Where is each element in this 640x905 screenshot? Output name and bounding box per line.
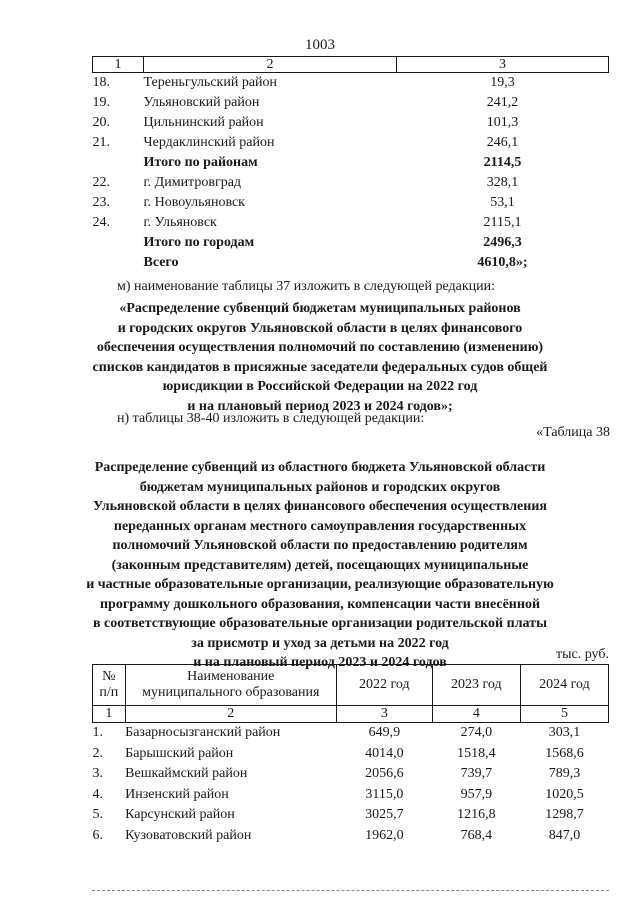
top-table-header-cell: 3 xyxy=(397,57,609,73)
column-header-2024: 2024 год xyxy=(520,665,608,706)
row-number xyxy=(93,233,144,253)
row-municipality: Барышский район xyxy=(125,745,234,761)
table-38-heading-line: и на плановый период 2023 и 2024 годов xyxy=(193,655,447,670)
row-name: Всего xyxy=(143,255,179,270)
column-header-number xyxy=(93,665,126,706)
table-37-heading xyxy=(0,299,640,416)
row-number: 24. xyxy=(92,215,110,230)
column-index-cell: 3 xyxy=(336,706,432,723)
row-name: г. Димитровград xyxy=(143,175,242,190)
row-value-2024: 789,3 xyxy=(548,766,581,781)
column-index-cell: 1 xyxy=(93,706,126,723)
row-value: 4610,8»; xyxy=(477,255,528,270)
row-municipality: Инзенский район xyxy=(125,786,229,802)
row-value-2023: 274,0 xyxy=(460,725,493,740)
top-table-row xyxy=(93,193,609,213)
row-value: 53,1 xyxy=(490,195,515,210)
row-number: 3. xyxy=(92,766,103,781)
row-name: г. Новоульяновск xyxy=(143,195,245,210)
row-value-2023: 957,9 xyxy=(460,786,493,802)
row-value-2022: 649,9 xyxy=(368,725,401,740)
row-value: 19,3 xyxy=(490,75,515,90)
table-37-heading-line: и городских округов Ульяновской области в целях финансового xyxy=(117,320,523,336)
table-38-heading-line: за присмотр и уход за детьми на 2022 год xyxy=(191,635,449,651)
column-index-cell: 4 xyxy=(432,706,520,723)
row-number: 4. xyxy=(92,786,103,802)
top-table-row xyxy=(93,93,609,113)
top-table-header-cell: 2 xyxy=(144,57,397,73)
row-number: 22. xyxy=(92,175,110,190)
column-header-name-line2: муниципального образования xyxy=(142,685,320,700)
table-row xyxy=(93,723,609,744)
row-name: г. Ульяновск xyxy=(143,215,217,230)
column-header-2023: 2023 год xyxy=(432,665,520,706)
table-38-label: «Таблица 38 xyxy=(536,425,610,440)
row-value: 246,1 xyxy=(486,135,519,150)
top-table-row xyxy=(93,73,609,94)
row-value-2022: 3115,0 xyxy=(365,786,404,802)
table-37-heading-line: обеспечения осуществления полномочий по составлению (изменению) xyxy=(96,340,544,355)
row-value-2023: 739,7 xyxy=(460,766,493,781)
table-38-heading-line: программу дошкольного образования, компенсации части внесённой xyxy=(99,596,541,612)
paragraph-n: н) таблицы 38-40 изложить в следующей редакции: xyxy=(117,411,425,426)
column-header-number-line1: № xyxy=(102,669,116,684)
row-number: 6. xyxy=(92,827,103,843)
row-value-2024: 1020,5 xyxy=(545,786,584,802)
table-row xyxy=(93,764,609,785)
row-number: 1. xyxy=(92,725,103,740)
row-value-2024: 847,0 xyxy=(548,827,581,843)
table-row xyxy=(93,744,609,765)
table-37-heading-line: и на плановый период 2023 и 2024 годов»; xyxy=(187,398,453,414)
table-38-heading-line: полномочий Ульяновской области по предоставлению родителям xyxy=(112,538,528,553)
row-value-2023: 768,4 xyxy=(460,827,493,843)
table-38-heading-line: бюджетам муниципальных районов и городских округов xyxy=(139,479,501,495)
table-38-heading-line: в соответствующие образовательные организации родительской платы xyxy=(92,616,547,631)
row-name: Ульяновский район xyxy=(143,95,260,110)
table-38-heading-line: и частные образовательные организации, реализующие образовательную xyxy=(86,577,554,592)
distribution-table xyxy=(92,664,609,846)
top-table-row xyxy=(93,233,609,253)
column-header-name-line1: Наименование xyxy=(187,669,275,684)
row-number: 2. xyxy=(92,745,103,761)
column-header-2022: 2022 год xyxy=(336,665,432,706)
row-number: 5. xyxy=(92,807,103,822)
table-38-heading-line: переданных органам местного самоуправления государственных xyxy=(113,518,527,534)
table-38-heading xyxy=(0,458,640,673)
row-municipality: Базарносызганский район xyxy=(125,725,281,740)
top-table-header-cell: 1 xyxy=(93,57,144,73)
row-name: Чердаклинский район xyxy=(143,135,275,150)
top-table-row xyxy=(93,253,609,273)
table-row xyxy=(93,805,609,826)
row-value-2022: 3025,7 xyxy=(365,807,404,822)
units-label: тыс. руб. xyxy=(556,647,609,662)
top-table-row xyxy=(93,213,609,233)
row-number: 21. xyxy=(92,135,110,150)
paragraph-m: м) наименование таблицы 37 изложить в следующей редакции: xyxy=(117,279,496,294)
column-header-number-line2: п/п xyxy=(99,685,119,700)
row-number: 20. xyxy=(92,115,110,130)
column-header-name xyxy=(125,665,336,706)
row-name: Цильнинский район xyxy=(143,115,264,130)
top-table-header xyxy=(93,57,609,73)
row-number xyxy=(93,253,144,273)
table-row xyxy=(93,826,609,847)
row-value: 2115,1 xyxy=(483,215,522,230)
row-value-2022: 2056,6 xyxy=(365,766,404,781)
distribution-table-body xyxy=(93,723,609,847)
row-name: Итого по городам xyxy=(143,235,255,250)
row-number xyxy=(93,153,144,173)
row-value: 2496,3 xyxy=(483,235,522,250)
row-value-2022: 1962,0 xyxy=(365,827,404,843)
row-value-2024: 1568,6 xyxy=(545,745,584,761)
page-number: 1003 xyxy=(305,37,335,53)
row-name: Тереньгульский район xyxy=(143,75,278,90)
distribution-table-header xyxy=(93,665,609,706)
top-table-row xyxy=(93,133,609,153)
row-value: 101,3 xyxy=(486,115,519,130)
table-38-heading-line: Распределение субвенций из областного бюджета Ульяновской области xyxy=(94,460,546,475)
row-municipality: Кузоватовский район xyxy=(125,827,252,843)
row-value-2024: 1298,7 xyxy=(545,807,584,822)
top-table-body xyxy=(93,73,609,274)
table-38-heading-line: (законным представителям) детей, посещающих муниципальные xyxy=(111,557,529,573)
table-37-heading-line: списков кандидатов в присяжные заседатели федеральных судов общей xyxy=(92,359,548,375)
row-value: 2114,5 xyxy=(483,155,522,170)
row-value: 241,2 xyxy=(486,95,519,110)
column-index-row xyxy=(93,706,609,723)
row-municipality: Вешкаймский район xyxy=(125,766,248,781)
row-municipality: Карсунский район xyxy=(125,807,235,822)
top-table-row xyxy=(93,173,609,193)
row-value-2023: 1216,8 xyxy=(457,807,496,822)
row-value: 328,1 xyxy=(486,175,519,190)
row-value-2023: 1518,4 xyxy=(457,745,496,761)
row-number: 18. xyxy=(92,75,110,90)
top-table xyxy=(92,56,609,273)
row-value-2024: 303,1 xyxy=(548,725,581,740)
row-number: 23. xyxy=(92,195,110,210)
table-37-heading-line: «Распределение субвенций бюджетам муниципальных районов xyxy=(119,301,521,316)
page-bottom-rule xyxy=(92,890,609,891)
row-number: 19. xyxy=(92,95,110,110)
column-index-cell: 2 xyxy=(125,706,336,723)
table-38-heading-line: Ульяновской области в целях финансового обеспечения осуществления xyxy=(93,499,547,514)
top-table-row xyxy=(93,153,609,173)
column-index-cell: 5 xyxy=(520,706,608,723)
row-name: Итого по районам xyxy=(143,155,258,170)
row-value-2022: 4014,0 xyxy=(365,745,404,761)
table-row xyxy=(93,785,609,806)
table-37-heading-line: юрисдикции в Российской Федерации на 2022 год xyxy=(162,379,478,394)
top-table-row xyxy=(93,113,609,133)
